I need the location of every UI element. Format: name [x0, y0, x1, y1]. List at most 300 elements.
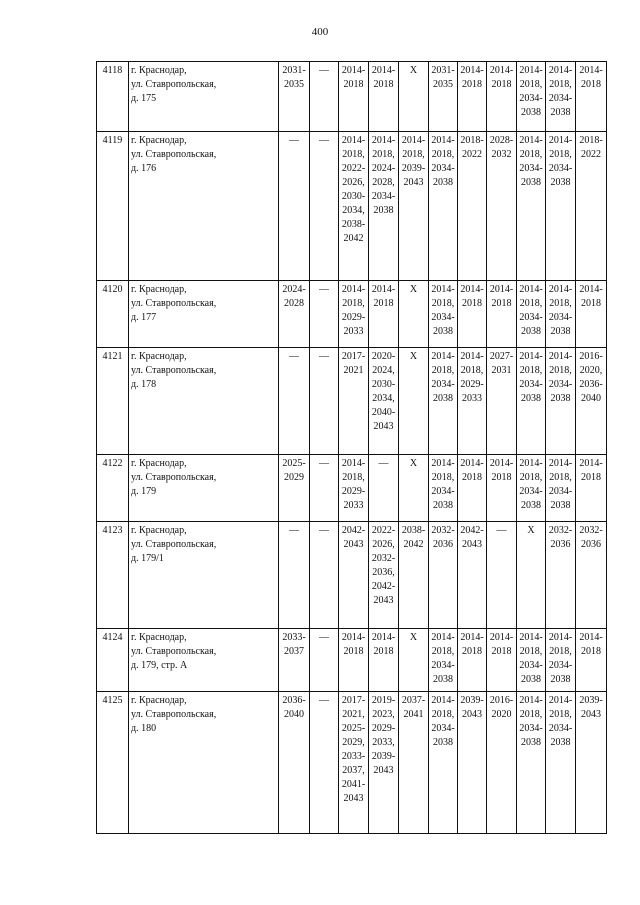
period-cell: [546, 348, 576, 455]
period-line: 2014-: [489, 632, 514, 643]
period-line: 2034-: [431, 660, 455, 671]
period-line: 2038: [521, 500, 541, 511]
period-cell: [487, 281, 517, 348]
period-line: 2018: [462, 472, 482, 483]
period-cell: [369, 348, 399, 455]
period-line: 2018: [581, 298, 601, 309]
period-line: 2034-: [519, 379, 543, 390]
period-line: 2034-: [431, 163, 455, 174]
period-line: 2018,: [549, 472, 572, 483]
period-cell: [458, 455, 487, 522]
period-line: 2014-: [341, 135, 366, 146]
period-line: 2014-: [548, 632, 573, 643]
table-row: [97, 348, 607, 455]
period-line: 2038: [550, 500, 571, 511]
period-line: 2038: [550, 177, 571, 188]
period-cell: [487, 348, 517, 455]
period-line: 2014-: [431, 632, 455, 643]
period-cell: [576, 692, 607, 834]
period-cell: [517, 692, 546, 834]
period-line: 2033: [343, 500, 364, 511]
period-cell: [279, 455, 310, 522]
period-line: 2018: [491, 472, 512, 483]
address-line: д. 179/1: [131, 553, 164, 564]
period-line: 2037,: [342, 765, 365, 776]
row-number: 4118: [97, 62, 129, 132]
period-line: 2014-: [489, 458, 514, 469]
address-line: г. Краснодар,: [131, 695, 187, 706]
period-cell: [399, 62, 429, 132]
period-line: 2032-: [548, 525, 573, 536]
period-line: 2033,: [372, 737, 395, 748]
table-row: [97, 692, 607, 834]
period-line: 2038: [550, 107, 571, 118]
period-cell: [399, 132, 429, 281]
period-line: 2018,: [549, 298, 572, 309]
period-cell: [339, 281, 369, 348]
period-line: 2014-: [431, 351, 455, 362]
period-cell: [517, 62, 546, 132]
period-line: 2014-: [431, 695, 455, 706]
period-line: 2043: [462, 709, 482, 720]
period-cell: [546, 62, 576, 132]
period-cell: [279, 281, 310, 348]
period-line: 2017-: [341, 351, 366, 362]
period-line: 2024-: [282, 284, 306, 295]
period-line: 2018: [373, 79, 394, 90]
period-line: 2024-: [371, 163, 396, 174]
period-line: 2016-: [489, 695, 514, 706]
period-line: 2014-: [519, 458, 543, 469]
period-cell: [576, 522, 607, 629]
address-line: г. Краснодар,: [131, 525, 187, 536]
period-cell: [310, 692, 339, 834]
period-line: 2036,: [372, 567, 395, 578]
period-line: 2032-: [371, 553, 396, 564]
period-cell: [458, 522, 487, 629]
period-line: 2018: [373, 298, 394, 309]
address-cell: [129, 62, 279, 132]
period-line: 2037-: [401, 695, 426, 706]
period-cell: [310, 132, 339, 281]
period-cell: [339, 348, 369, 455]
period-cell: [487, 62, 517, 132]
period-cell: [310, 455, 339, 522]
period-line: 2034-: [431, 312, 455, 323]
period-cell: [458, 629, 487, 692]
period-line: 2033: [343, 326, 364, 337]
period-cell: [546, 629, 576, 692]
table-row: [97, 281, 607, 348]
period-line: 2014-: [519, 632, 543, 643]
period-line: 2018,: [342, 472, 365, 483]
address-line: д. 179: [131, 486, 157, 497]
period-line: 2022-: [341, 163, 366, 174]
table-row: [97, 132, 607, 281]
period-line: 2035: [433, 79, 453, 90]
period-line: 2018,: [519, 365, 543, 376]
period-line: 2039-: [371, 751, 396, 762]
address-line: ул. Ставропольская,: [131, 298, 217, 309]
period-line: 2020,: [579, 365, 603, 376]
address-line: д. 178: [131, 379, 157, 390]
period-line: 2027-: [489, 351, 514, 362]
period-cell: [546, 455, 576, 522]
period-line: 2014-: [489, 284, 514, 295]
period-line: 2038: [521, 326, 541, 337]
period-line: 2029-: [341, 486, 366, 497]
register-table: [96, 61, 607, 834]
period-line: 2026,: [372, 539, 395, 550]
address-line: д. 177: [131, 312, 157, 323]
period-line: 2022: [581, 149, 601, 160]
address-line: ул. Ставропольская,: [131, 709, 217, 720]
period-line: 2039-: [460, 695, 484, 706]
period-cell: [458, 132, 487, 281]
period-line: 2038: [433, 177, 453, 188]
period-cell: [458, 692, 487, 834]
period-line: 2020-: [371, 351, 396, 362]
period-line: 2018: [581, 472, 601, 483]
period-line: 2034-: [548, 93, 573, 104]
period-line: 2024,: [372, 365, 395, 376]
period-line: 2014-: [548, 284, 573, 295]
period-line: 2038: [521, 177, 541, 188]
period-cell: [517, 348, 546, 455]
period-line: 2034,: [372, 393, 395, 404]
table-row: [97, 629, 607, 692]
period-line: 2029-: [341, 312, 366, 323]
period-line: —: [319, 135, 329, 146]
period-line: 2043: [462, 539, 482, 550]
period-line: 2042: [403, 539, 424, 550]
period-line: 2014-: [548, 65, 573, 76]
row-number: 4125: [97, 692, 129, 834]
period-line: 2014-: [460, 351, 484, 362]
period-cell: [310, 62, 339, 132]
period-cell: [429, 132, 458, 281]
page-number: 400: [311, 26, 329, 38]
period-line: 2014-: [519, 135, 543, 146]
period-line: 2014-: [341, 458, 366, 469]
period-line: 2018,: [549, 646, 572, 657]
address-line: ул. Ставропольская,: [131, 79, 217, 90]
address-line: г. Краснодар,: [131, 458, 187, 469]
period-line: 2018,: [342, 149, 365, 160]
period-line: 2038: [521, 737, 541, 748]
period-line: 2018,: [460, 365, 484, 376]
period-line: 2042: [343, 233, 364, 244]
period-line: 2014-: [519, 695, 543, 706]
period-line: 2018: [581, 646, 601, 657]
period-cell: [369, 522, 399, 629]
period-line: 2034-: [548, 486, 573, 497]
period-cell: [576, 281, 607, 348]
period-line: 2018,: [431, 149, 455, 160]
row-number: 4119: [97, 132, 129, 281]
period-cell: [487, 629, 517, 692]
period-cell: [576, 348, 607, 455]
period-cell: [279, 348, 310, 455]
period-cell: [517, 455, 546, 522]
period-cell: [546, 281, 576, 348]
period-cell: [369, 455, 399, 522]
period-line: 2014-: [431, 284, 455, 295]
address-line: д. 175: [131, 93, 157, 104]
period-line: 2029,: [342, 737, 365, 748]
address-line: д. 179, стр. А: [131, 660, 188, 671]
period-line: 2036: [550, 539, 571, 550]
period-line: 2014-: [460, 632, 484, 643]
period-line: 2034-: [548, 723, 573, 734]
row-number: 4122: [97, 455, 129, 522]
period-line: 2014-: [548, 351, 573, 362]
period-cell: [369, 281, 399, 348]
row-number: 4123: [97, 522, 129, 629]
period-line: 2038: [433, 326, 453, 337]
period-line: 2018,: [549, 149, 572, 160]
period-line: 2018,: [519, 298, 543, 309]
period-line: 2014-: [341, 632, 366, 643]
period-line: Х: [409, 284, 418, 295]
period-line: 2018,: [402, 149, 425, 160]
period-line: 2014-: [519, 284, 543, 295]
address-cell: [129, 348, 279, 455]
period-cell: [458, 281, 487, 348]
period-line: —: [496, 525, 507, 536]
period-line: 2014-: [371, 632, 396, 643]
period-cell: [279, 629, 310, 692]
period-line: 2020: [491, 709, 512, 720]
period-line: 2030-: [341, 191, 366, 202]
period-line: 2041: [403, 709, 424, 720]
period-cell: [487, 132, 517, 281]
period-line: 2039-: [579, 695, 603, 706]
period-line: 2030-: [371, 379, 396, 390]
period-line: 2038: [550, 393, 571, 404]
period-line: 2014-: [460, 458, 484, 469]
period-cell: [339, 132, 369, 281]
period-line: 2036-: [579, 379, 603, 390]
period-cell: [369, 629, 399, 692]
period-line: 2014-: [579, 65, 603, 76]
period-line: 2014-: [579, 632, 603, 643]
period-line: 2014-: [579, 284, 603, 295]
period-line: 2014-: [548, 458, 573, 469]
period-line: 2040: [284, 709, 304, 720]
address-line: ул. Ставропольская,: [131, 646, 217, 657]
period-line: 2033-: [341, 751, 366, 762]
period-line: 2039-: [401, 163, 426, 174]
period-line: 2042-: [460, 525, 484, 536]
period-line: 2032: [491, 149, 512, 160]
period-cell: [517, 522, 546, 629]
period-line: 2028: [284, 298, 304, 309]
period-line: 2018,: [519, 709, 543, 720]
period-line: 2021,: [342, 709, 365, 720]
period-line: 2014-: [548, 135, 573, 146]
period-line: 2033-: [282, 632, 306, 643]
period-cell: [487, 455, 517, 522]
period-line: 2034-: [431, 723, 455, 734]
period-cell: [339, 629, 369, 692]
period-line: 2031: [491, 365, 512, 376]
period-line: 2022-: [371, 525, 396, 536]
period-line: 2038: [550, 674, 571, 685]
period-line: 2038: [521, 107, 541, 118]
period-line: 2014-: [460, 284, 484, 295]
period-cell: [279, 132, 310, 281]
period-cell: [517, 281, 546, 348]
period-cell: [429, 281, 458, 348]
period-line: 2018: [373, 646, 394, 657]
period-line: 2026,: [342, 177, 365, 188]
period-line: 2043: [581, 709, 601, 720]
period-line: 2018,: [549, 79, 572, 90]
address-line: ул. Ставропольская,: [131, 365, 217, 376]
period-line: 2018,: [431, 365, 455, 376]
period-line: 2014-: [431, 458, 455, 469]
period-line: 2018: [462, 298, 482, 309]
period-line: 2021: [343, 365, 364, 376]
period-line: —: [289, 135, 299, 146]
period-line: 2018: [491, 298, 512, 309]
period-line: 2014-: [401, 135, 426, 146]
period-line: 2028,: [372, 177, 395, 188]
period-cell: [429, 629, 458, 692]
period-line: 2018,: [519, 646, 543, 657]
period-line: 2034-: [519, 660, 543, 671]
period-cell: [517, 132, 546, 281]
period-line: 2017-: [341, 695, 366, 706]
period-line: 2018: [491, 646, 512, 657]
period-line: 2035: [284, 79, 304, 90]
period-line: 2034,: [342, 205, 365, 216]
period-line: 2019-: [371, 695, 396, 706]
period-line: 2018,: [431, 298, 455, 309]
address-line: г. Краснодар,: [131, 351, 187, 362]
period-cell: [310, 281, 339, 348]
period-line: 2042-: [341, 525, 366, 536]
period-line: 2043: [373, 421, 394, 432]
period-line: 2018,: [431, 646, 455, 657]
period-line: 2014-: [579, 458, 603, 469]
period-line: 2018,: [342, 298, 365, 309]
period-line: —: [319, 458, 329, 469]
period-line: 2042-: [371, 581, 396, 592]
register-table-body: [97, 62, 607, 834]
period-line: 2040: [581, 393, 601, 404]
period-line: 2014-: [431, 135, 455, 146]
period-cell: [576, 455, 607, 522]
address-cell: [129, 281, 279, 348]
period-line: 2014-: [371, 65, 396, 76]
period-cell: [429, 62, 458, 132]
period-line: 2038-: [341, 219, 366, 230]
period-line: 2014-: [519, 65, 543, 76]
period-line: 2034-: [431, 486, 455, 497]
period-line: 2018: [343, 646, 364, 657]
period-line: —: [319, 695, 329, 706]
table-row: [97, 522, 607, 629]
address-cell: [129, 132, 279, 281]
period-line: —: [289, 525, 299, 536]
period-line: 2038: [433, 500, 453, 511]
row-number: 4120: [97, 281, 129, 348]
period-line: 2018,: [372, 149, 395, 160]
address-line: д. 176: [131, 163, 157, 174]
period-cell: [399, 455, 429, 522]
period-cell: [576, 132, 607, 281]
period-cell: [310, 348, 339, 455]
period-line: 2029-: [460, 379, 484, 390]
address-line: ул. Ставропольская,: [131, 149, 217, 160]
period-cell: [546, 522, 576, 629]
period-line: 2034-: [519, 163, 543, 174]
period-cell: [279, 522, 310, 629]
period-cell: [546, 692, 576, 834]
period-line: 2018-: [579, 135, 603, 146]
period-line: 2037: [284, 646, 304, 657]
period-line: 2034-: [519, 723, 543, 734]
period-cell: [339, 692, 369, 834]
period-line: 2034-: [371, 191, 396, 202]
period-line: 2038: [433, 737, 453, 748]
period-cell: [369, 692, 399, 834]
period-line: 2034-: [548, 163, 573, 174]
period-line: 2036: [581, 539, 601, 550]
period-cell: [517, 629, 546, 692]
period-line: 2038-: [401, 525, 426, 536]
period-cell: [339, 62, 369, 132]
period-line: 2043: [373, 765, 394, 776]
period-line: 2018: [343, 79, 364, 90]
period-line: 2025-: [282, 458, 306, 469]
period-line: 2029-: [371, 723, 396, 734]
period-line: 2029: [284, 472, 304, 483]
period-line: 2014-: [489, 65, 514, 76]
address-line: г. Краснодар,: [131, 65, 187, 76]
period-cell: [576, 629, 607, 692]
period-cell: [429, 455, 458, 522]
period-line: 2043: [343, 539, 364, 550]
row-number: 4124: [97, 629, 129, 692]
period-line: 2018: [581, 79, 601, 90]
period-line: 2014-: [341, 284, 366, 295]
period-cell: [576, 62, 607, 132]
period-line: —: [319, 525, 329, 536]
period-line: 2034-: [519, 486, 543, 497]
period-line: 2018,: [519, 79, 543, 90]
period-cell: [369, 62, 399, 132]
table-row: [97, 455, 607, 522]
period-line: 2023,: [372, 709, 395, 720]
period-line: 2018,: [549, 365, 572, 376]
period-line: 2034-: [431, 379, 455, 390]
period-line: —: [319, 284, 329, 295]
period-cell: [458, 348, 487, 455]
period-line: 2014-: [371, 284, 396, 295]
period-line: 2038: [550, 737, 571, 748]
period-cell: [369, 132, 399, 281]
period-line: 2034-: [519, 312, 543, 323]
period-line: Х: [409, 458, 418, 469]
row-number: 4121: [97, 348, 129, 455]
period-line: 2014-: [519, 351, 543, 362]
period-line: 2036: [433, 539, 453, 550]
period-line: 2022: [462, 149, 482, 160]
period-line: 2036-: [282, 695, 306, 706]
